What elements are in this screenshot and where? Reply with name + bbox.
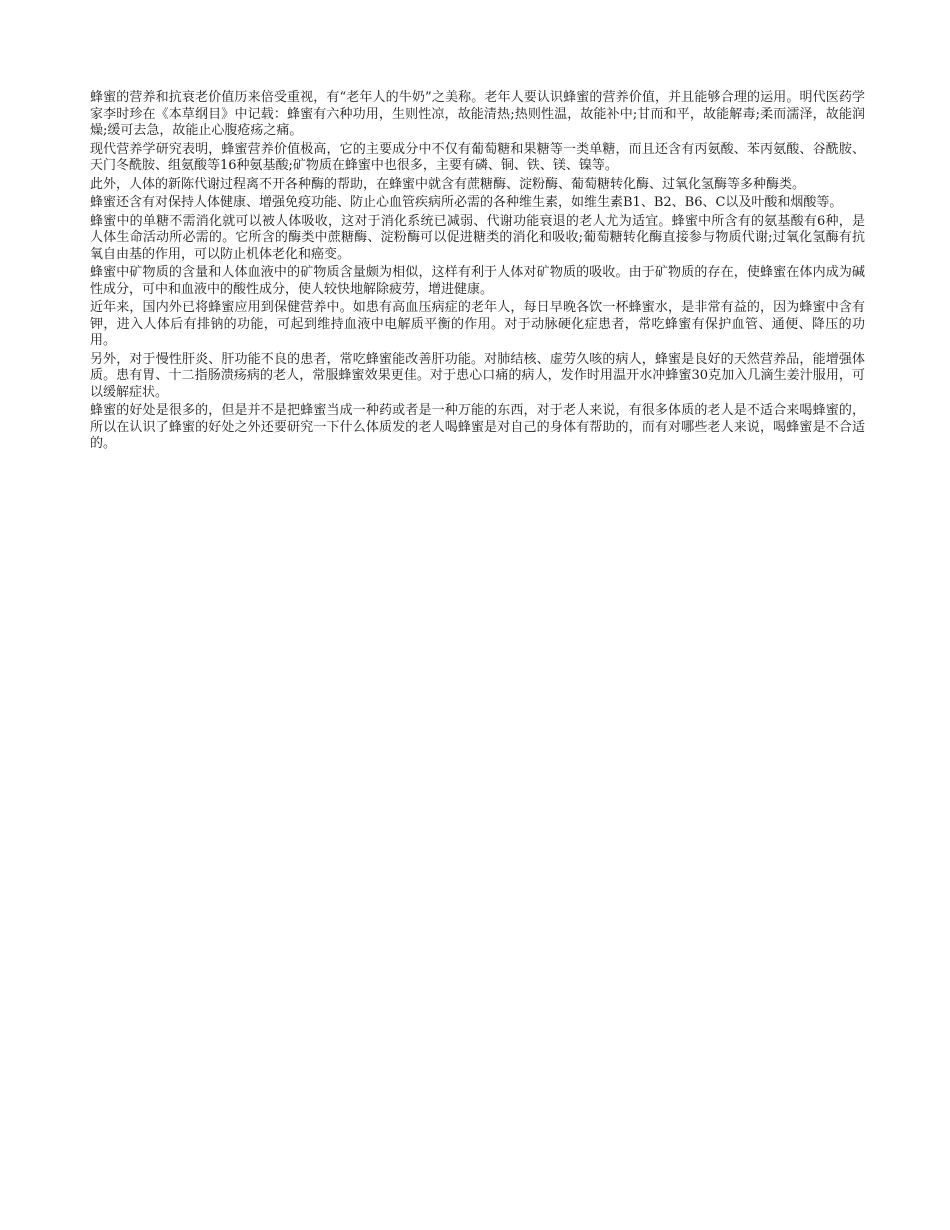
paragraph-amino-acids: 现代营养学研究表明，蜂蜜营养价值极高，它的主要成分中不仅有葡萄糖和果糖等一类单糖，而且还含有丙氨酸、苯丙氨酸、谷酰胺、天门冬酰胺、组氨酸等16种氨基酸;矿物质在蜂蜜中也很多，主要有磷、铜、铁、镁、镍等。: [90, 141, 865, 173]
paragraph-vitamins: 蜂蜜还含有对保持人体健康、增强免疫功能、防止心血管疾病所必需的各种维生素，如维生素B1、B2、B6、C以及叶酸和烟酸等。: [90, 195, 843, 210]
paragraph-enzymes: 此外，人体的新陈代谢过程离不开各种酶的帮助，在蜂蜜中就含有蔗糖酶、淀粉酶、葡萄糖转化酶、过氧化氢酶等多种酶类。: [90, 176, 806, 192]
paragraph-conclusion: 蜂蜜的好处是很多的，但是并不是把蜂蜜当成一种药或者是一种万能的东西，对于老人来说，有很多体质的老人是不适合来喝蜂蜜的，所以在认识了蜂蜜的好处之外还要研究一下什么体质发的老人喝蜂蜜是对自己的身体有帮助的，而有对哪些老人来说，喝蜂蜜是不合适的。: [90, 403, 865, 451]
paragraph-health-applications: 近年来，国内外已将蜂蜜应用到保健营养中。如患有高血压病症的老年人，每日早晚各饮一杯蜂蜜水，是非常有益的，因为蜂蜜中含有钾，进入人体后有排钠的功能，可起到维持血液中电解质平衡的作用。对于动脉硬化症患者，常吃蜂蜜有保护血管、通便、降压的功用。: [90, 300, 865, 348]
paragraph-monosaccharides: 蜂蜜中的单糖不需消化就可以被人体吸收，这对于消化系统已减弱、代谢功能衰退的老人尤为适宜。蜂蜜中所含有的氨基酸有6种，是人体生命活动所必需的。它所含的酶类中蔗糖酶、淀粉酶可以促进糖类的消化和吸收;葡萄糖转化酶直接参与物质代谢;过氧化氢酶有抗氧自由基的作用，可以防止机体老化和癌变。: [90, 213, 865, 262]
paragraph-intro: 蜂蜜的营养和抗衰老价值历来倍受重视，有“老年人的牛奶”之美称。老年人要认识蜂蜜的营养价值，并且能够合理的运用。明代医药学家李时珍在《本草纲目》中记载：蜂蜜有六种功用，生则性凉，故能清热;热则性温，故能补中;甘而和平，故能解毒;柔而濡泽，故能润燥;缓可去急，故能止心腹疮疡之痛。: [90, 90, 865, 138]
document-body: [90, 90, 865, 455]
paragraph-liver-lung: 另外，对于慢性肝炎、肝功能不良的患者，常吃蜂蜜能改善肝功能。对肺结核、虚劳久咳的病人，蜂蜜是良好的天然营养品，能增强体质。患有胃、十二指肠溃疡病的老人，常服蜂蜜效果更佳。对于患心口痛的病人，发作时用温开水冲蜂蜜30克加入几滴生姜汁服用，可以缓解症状。: [90, 351, 865, 400]
paragraph-minerals: 蜂蜜中矿物质的含量和人体血液中的矿物质含量颇为相似，这样有利于人体对矿物质的吸收。由于矿物质的存在，使蜂蜜在体内成为碱性成分，可中和血液中的酸性成分，使人较快地解除疲劳，增进健康。: [90, 265, 865, 297]
